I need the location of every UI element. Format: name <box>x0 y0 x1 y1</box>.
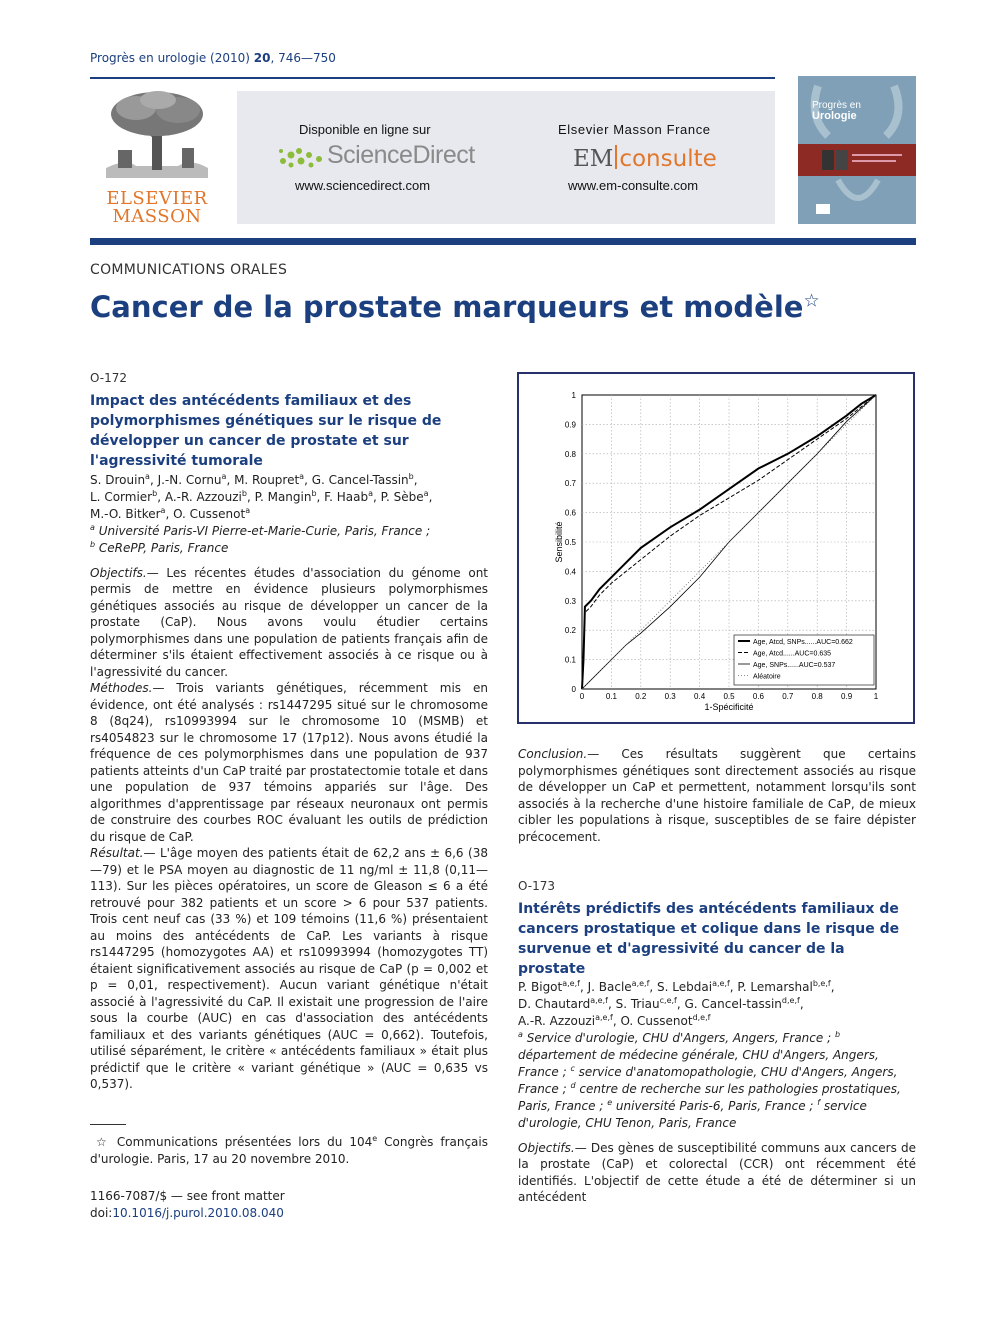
emc-consulte: consulte <box>619 146 717 172</box>
x-tick-label: 0.3 <box>664 692 676 701</box>
sciencedirect-leaf-icon <box>277 143 325 173</box>
cover-title <box>812 100 861 122</box>
sciencedirect-url[interactable]: www.sciencedirect.com <box>295 178 431 193</box>
page-title <box>90 290 820 324</box>
issn-line: 1166-7087/$ — see front matter <box>90 1189 285 1203</box>
header-rule <box>90 77 775 79</box>
y-tick-label: 0.6 <box>564 508 576 518</box>
y-tick-label: 0.3 <box>564 596 576 606</box>
sciencedirect-name: ScienceDirect <box>327 141 475 169</box>
doi-prefix: doi: <box>90 1206 113 1220</box>
resultat-paragraph <box>90 845 488 1093</box>
x-tick-label: 0.4 <box>694 692 706 701</box>
x-tick-label: 0.6 <box>752 692 764 701</box>
affiliation-line: $^b$ CeRePP, Paris, France <box>90 539 229 555</box>
author-line: A.-R. Azzouzi$^{a,e,f}$, O. Cussenot$^{d,e,f}$ <box>518 1012 711 1028</box>
author-list <box>90 472 488 523</box>
footnote <box>90 1134 488 1168</box>
footnote-mark: ☆ <box>96 1135 110 1149</box>
cover-title-line2: Urologie <box>812 110 857 122</box>
legend-entry: Age, SNPs......AUC=0.537 <box>753 662 836 669</box>
page-title-text: Cancer de la prostate marqueurs et modèle <box>90 290 804 324</box>
x-tick-label: 0.5 <box>723 692 735 701</box>
journal-cover <box>798 76 916 224</box>
affiliation-list: $^a$ Service d'urologie, CHU d'Angers, Angers, France ; $^b$ département de médecine générale, CHU d'Angers, Angers, France ; $^c$ service d'anatomopathologie, CHU d'Angers, Angers, France ; $^d$ centre de recherche sur les pathologies prostatiques, Paris, France ; $^e$ université Paris-6, Paris, France ; $^f$ service d'urologie, CHU Tenon, Paris, France <box>518 1029 901 1130</box>
logo-line-elsevier: ELSEVIER <box>106 188 208 209</box>
x-tick-label: 0.8 <box>811 692 823 701</box>
roc-chart <box>519 374 913 722</box>
methodes-text: — Trois variants génétiques, récemment mis en évidence, ont été analysés : rs1447295 situé sur le chromosome 8 (8q24), rs10993994 sur le chromosome 10 (MSMB) et rs4054823 sur le chromosome 17 (17p12). Nous avons étudié la fréquence de ces polymorphismes dans une population de 937 patients atteints d'un CaP traité par prostatectomie totale et dans une population de 937 témoins appariés sur l'âge. Des algorithmes d'apprentissage par réseaux neuronaux ont permis de construire des courbes ROC évaluant les outils de prédiction du risque de CaP. <box>90 681 488 844</box>
section-label: COMMUNICATIONS ORALES <box>90 262 288 278</box>
methodes-label: Méthodes. <box>90 681 153 695</box>
author-list <box>518 979 916 1030</box>
conclusion-text: — Ces résultats suggèrent que certains polymorphismes génétiques sont directement associés au risque de développer un CaP et permettent, notamment lorsqu'ils sont associés à la recherche d'une histoire familiale de CaP, de mieux cibler les populations à risque, susceptibles de se faire dépister précocement. <box>518 747 916 844</box>
legend-entry: Age, Atcd......AUC=0.635 <box>753 650 832 658</box>
author-line: L. Cormier$^b$, A.-R. Azzouzi$^b$, P. Mangin$^b$, F. Haab$^a$, P. Sèbe$^a$, <box>90 488 433 504</box>
y-tick-label: 0.7 <box>564 479 576 489</box>
affiliation-line: $^a$ Université Paris-VI Pierre-et-Marie-Curie, Paris, France ; <box>90 522 431 538</box>
abstract-o172-conclusion <box>518 746 916 845</box>
objectifs-paragraph <box>90 565 488 681</box>
resultat-label: Résultat. <box>90 846 144 860</box>
legend-entry: Aléatoire <box>753 673 781 681</box>
sciencedirect-logo[interactable] <box>277 141 477 175</box>
emc-url[interactable]: www.em-consulte.com <box>568 178 699 193</box>
methodes-paragraph <box>90 680 488 845</box>
roc-figure <box>517 372 915 724</box>
logo-line-masson: MASSON <box>112 206 202 227</box>
resultat-text: — L'âge moyen des patients était de 62,2 ans ± 6,6 (38—79) et le PSA moyen au diagnostic de 11 ng/ml ± 11,8 (0,11—113). Sur les pièces opératoires, un score de Gleason ≤ 6 a été retrouvé pour 382 patients et un score > 6 pour 537 patients. Trois cent neuf cas (33 %) et 109 témoins (11,6 %) présentaient au moins des antécédents de CaP. Les variants à risque rs1447295 (homozygotes AA) et rs10993994 (homozygotes TT) étaient significativement associés au risque de CaP (p = 0,002 et p = 0,01, respectivement). Aucun variant génétique n'était associé à l'agressivité du CaP. Il existait une progression de l'aire sous la courbe (AUC) en cas d'association des antécédents familiaux et des variants génétiques (AUC = 0,662). Toutefois, utilisé séparément, le critère « antécédents familiaux » était plus prédictif que le critère « variant génétique » (AUC = 0,635 vs 0,537). <box>90 846 488 1091</box>
emconsulte-logo[interactable] <box>573 145 717 175</box>
cover-title-line1: Progrès en <box>812 100 861 111</box>
x-tick-label: 0 <box>579 692 585 701</box>
x-axis-label: 1-Spécificité <box>704 702 754 712</box>
doi-link[interactable]: 10.1016/j.purol.2010.08.040 <box>112 1206 284 1220</box>
author-line: M.-O. Bitker$^a$, O. Cussenot$^a$ <box>90 505 251 521</box>
footnote-rule <box>90 1124 126 1125</box>
y-axis-label: Sensibilité <box>554 521 564 563</box>
abstract-title: Impact des antécédents familiaux et des polymorphismes génétiques sur le risque de développer un cancer de prostate et sur l'agressivité tumorale <box>90 392 442 469</box>
y-tick-label: 0.4 <box>564 567 576 577</box>
x-tick-label: 0.2 <box>635 692 647 701</box>
objectifs-label: Objectifs. <box>90 565 147 580</box>
tree-icon <box>96 88 218 184</box>
abstract-number: O-172 <box>90 371 128 385</box>
header-thick-rule <box>90 238 916 245</box>
title-footnote-mark[interactable]: ☆ <box>803 290 820 312</box>
journal-name: Progrès en urologie (2010) <box>90 51 254 65</box>
abstract-title: Intérêts prédictifs des antécédents familiaux de cancers prostatique et colique dans le risque de survenue et d'agressivité du cancer de la prostate <box>518 900 900 977</box>
online-availability-box <box>237 91 775 224</box>
author-line: S. Drouin$^a$, J.-N. Cornu$^a$, M. Roupret$^a$, G. Cancel-Tassin$^b$, <box>90 471 418 487</box>
x-tick-label: 1 <box>873 692 879 701</box>
emc-em: EM <box>573 146 614 172</box>
x-tick-label: 0.1 <box>605 692 617 701</box>
conclusion-paragraph <box>518 746 916 845</box>
x-tick-label: 0.7 <box>782 692 794 701</box>
footnote-text: Communications présentées lors du 104e Congrès français d'urologie. Paris, 17 au 20 novembre 2010. <box>90 1134 488 1166</box>
y-tick-label: 0 <box>571 685 576 694</box>
y-tick-label: 0.1 <box>564 655 576 665</box>
abstract-o172 <box>90 370 488 1093</box>
y-tick-label: 0.8 <box>564 449 576 459</box>
conclusion-label: Conclusion. <box>518 747 588 761</box>
objectifs-text: — Les récentes études d'association du génome ont permis de mettre en évidence plusieurs polymorphismes génétiques associés au risque de développer un cancer de la prostate (CaP). Nous avons voulu étudier certains polymorphismes dans une population de patients français afin de déterminer s'ils étaient effectivement associés à ce risque ou à l'agressivité du cancer. <box>90 565 488 679</box>
y-tick-label: 0.2 <box>564 626 576 636</box>
y-tick-label: 0.5 <box>564 538 576 547</box>
y-tick-label: 1 <box>571 391 576 400</box>
objectifs-label: Objectifs. <box>518 1140 575 1155</box>
doi-line <box>90 1205 285 1222</box>
objectifs-text: — Des gènes de susceptibilité communs aux cancers de la prostate (CaP) et colorectal (CCR) ont récemment été identifiés. L'objectif de cette étude a été de déterminer si un antécédent <box>518 1140 916 1204</box>
objectifs-paragraph <box>518 1140 916 1206</box>
journal-pages: , 746—750 <box>270 51 336 65</box>
elsevier-masson-logo <box>96 88 218 228</box>
emc-publisher-text: Elsevier Masson France <box>558 122 711 137</box>
publisher-logo-text <box>96 188 218 227</box>
author-line: P. Bigot$^{a,e,f}$, J. Bacle$^{a,e,f}$, S. Lebdai$^{a,e,f}$, P. Lemarshal$^{b,e,f}$, <box>518 978 835 994</box>
journal-volume: 20 <box>253 51 271 65</box>
sciencedirect-available-text: Disponible en ligne sur <box>299 122 431 137</box>
abstract-number: O-173 <box>518 879 556 893</box>
emc-divider <box>615 145 617 169</box>
abstract-o173 <box>518 878 916 1206</box>
legend-entry: Age, Atcd, SNPs......AUC=0.662 <box>753 639 853 646</box>
affiliation-list <box>90 523 488 557</box>
cover-art-icon <box>798 76 916 224</box>
y-tick-label: 0.9 <box>564 420 576 430</box>
x-tick-label: 0.9 <box>841 692 853 701</box>
author-line: D. Chautard$^{a,e,f}$, S. Triau$^{c,e,f}$, G. Cancel-tassin$^{d,e,f}$, <box>518 995 804 1011</box>
journal-reference <box>90 51 336 65</box>
issn-block <box>90 1188 285 1222</box>
